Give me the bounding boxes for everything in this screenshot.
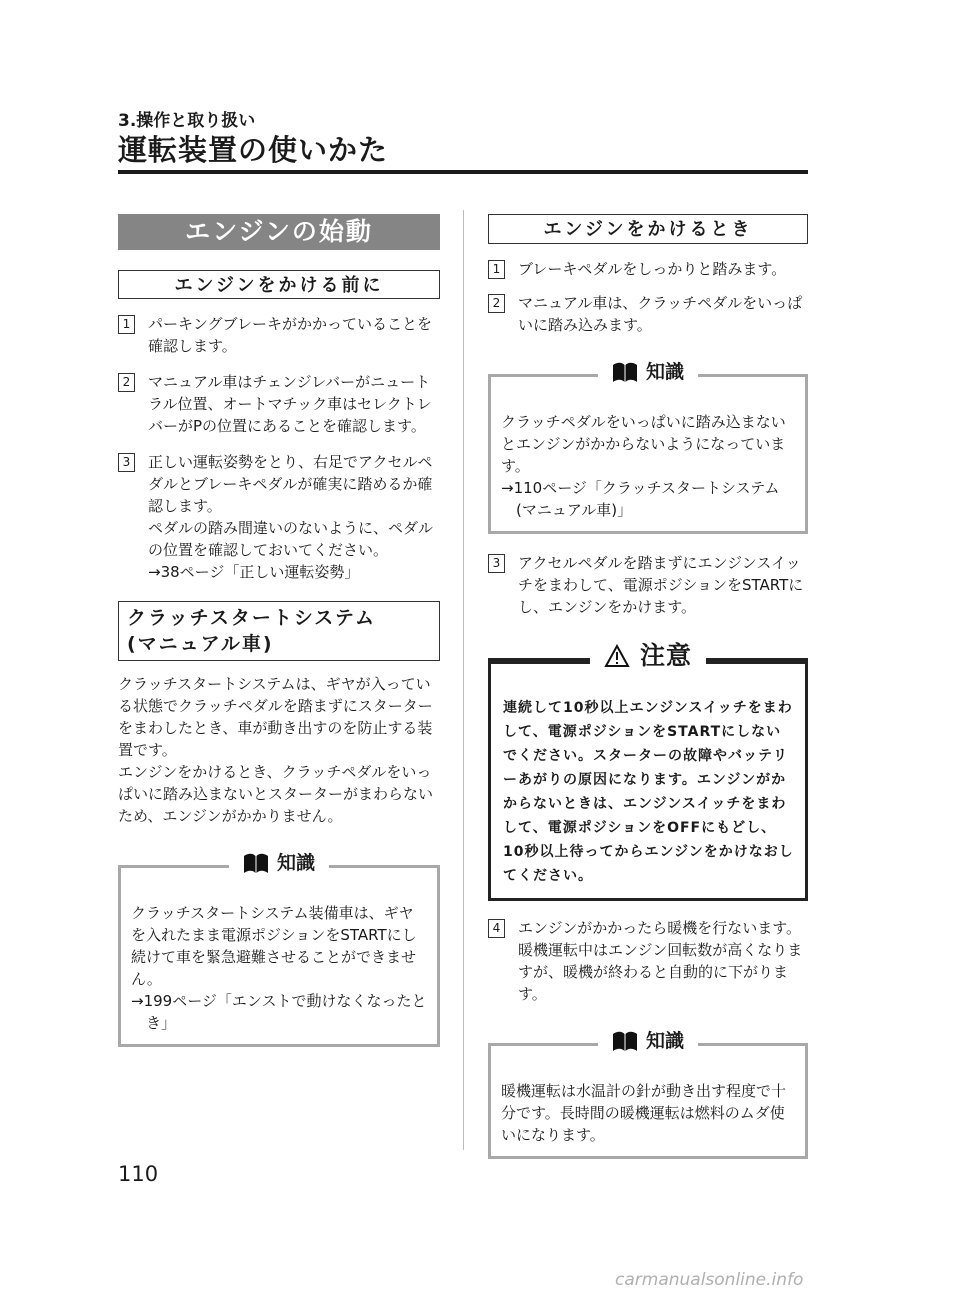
step-number: 1 <box>118 315 135 334</box>
note-label <box>229 852 329 874</box>
heading-line: クラッチスタートシステム <box>127 607 376 629</box>
step-text: 正しい運転姿勢をとり、右足でアクセルペダルとブレーキペダルが確実に踏めるか確認します。 <box>148 453 433 515</box>
chapter-label: 3.操作と取り扱い <box>118 111 256 131</box>
step-number: 2 <box>118 373 135 392</box>
section-heading-when-starting: エンジンをかけるとき <box>488 214 808 244</box>
step-number: 3 <box>118 453 135 472</box>
step-text: アクセルペダルを踏まずにエンジンスイッチをまわして、電源ポジションをSTARTにし、エンジンをかけます。 <box>518 554 804 616</box>
title-rule <box>118 170 808 174</box>
right-column <box>488 214 808 1159</box>
body-paragraph: エンジンをかけるとき、クラッチペダルをいっぱいに踏み込まないとスターターがまわらないため、エンジンがかかりません。 <box>118 763 434 825</box>
caution-box <box>488 641 808 901</box>
column-divider <box>463 210 464 1150</box>
note-label-text: 知識 <box>645 1030 685 1052</box>
step-item <box>488 258 808 280</box>
knowledge-note <box>488 1030 808 1159</box>
step-number: 4 <box>488 919 505 938</box>
book-icon <box>612 361 638 383</box>
note-label <box>598 1030 698 1052</box>
section-heading-before-start: エンジンをかける前に <box>118 270 440 299</box>
note-text: クラッチスタートシステム装備車は、ギヤを入れたまま電源ポジションをSTARTにし続けて車を緊急避難させることができません。 <box>131 904 417 988</box>
step-item <box>118 313 440 357</box>
knowledge-note <box>118 852 440 1047</box>
note-label <box>598 361 698 383</box>
step-number: 3 <box>488 554 505 573</box>
caution-label-text: 注意 <box>639 641 693 670</box>
caution-text: 連続して10秒以上エンジンスイッチをまわして、電源ポジションをSTARTにしないでください。スターターの故障やバッテリーあがりの原因になります。エンジンがかからないときは、エンジンスイッチをまわして、電源ポジションをOFFにもどし、10秒以上待ってからエンジンをかけなおしてください。 <box>503 700 794 884</box>
step-text: マニュアル車はチェンジレバーがニュートラル位置、オートマチック車はセレクトレバーがPの位置にあることを確認します。 <box>148 373 432 435</box>
book-icon <box>243 852 269 874</box>
caution-label <box>590 641 706 670</box>
heading-line: (マニュアル車) <box>127 633 274 655</box>
page-reference: →110ページ「クラッチスタートシステム(マニュアル車)」 <box>501 479 780 519</box>
page-title: 運転装置の使いかた <box>118 133 389 167</box>
main-heading: エンジンの始動 <box>118 214 440 250</box>
page-reference: →38ページ「正しい運転姿勢」 <box>148 563 360 581</box>
knowledge-note <box>488 361 808 534</box>
step-number: 2 <box>488 294 505 313</box>
step-item <box>118 371 440 437</box>
step-item <box>118 451 440 583</box>
body-paragraph: クラッチスタートシステムは、ギヤが入っている状態でクラッチペダルを踏まずにスターターをまわしたとき、車が動き出すのを防止する装置です。 <box>118 675 433 759</box>
note-text: クラッチペダルをいっぱいに踏み込まないとエンジンがかからないようになっています。 <box>501 413 786 475</box>
step-text: エンジンがかかったら暖機を行ないます。暖機運転中はエンジン回転数が高くなりますが、暖機が終わると自動的に下がります。 <box>518 919 803 1003</box>
left-column <box>118 214 440 1047</box>
page-reference: →199ページ「エンストで動けなくなったとき」 <box>131 992 427 1032</box>
step-item <box>488 917 808 1005</box>
page-number: 110 <box>118 1162 159 1186</box>
warning-icon <box>604 644 630 668</box>
note-label-text: 知識 <box>276 852 316 874</box>
section-heading-clutch-start <box>118 601 440 661</box>
step-text: パーキングブレーキがかかっていることを確認します。 <box>148 315 432 355</box>
note-text: 暖機運転は水温計の針が動き出す程度で十分です。長時間の暖機運転は燃料のムダ使いになります。 <box>501 1082 787 1144</box>
step-text: ブレーキペダルをしっかりと踏みます。 <box>518 260 787 278</box>
watermark: carmanualsonline.info <box>615 1270 804 1290</box>
note-label-text: 知識 <box>645 361 685 383</box>
step-text: マニュアル車は、クラッチペダルをいっぱいに踏み込みます。 <box>518 294 803 334</box>
step-number: 1 <box>488 260 505 279</box>
step-item <box>488 292 808 336</box>
book-icon <box>612 1030 638 1052</box>
step-item <box>488 552 808 618</box>
step-extra-text: ペダルの踏み間違いのないように、ペダルの位置を確認しておいてください。 <box>148 519 434 559</box>
